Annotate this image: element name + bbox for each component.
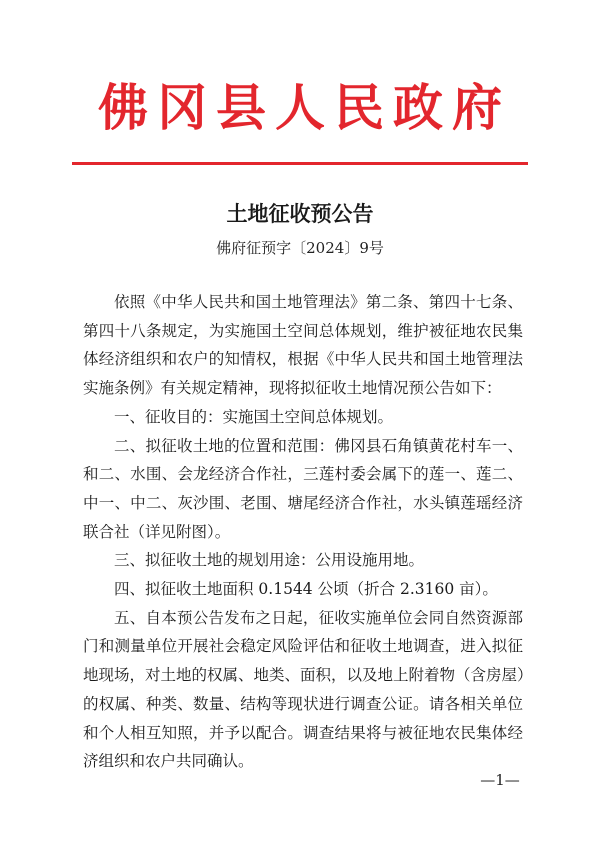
red-header-rule — [72, 162, 528, 165]
page-number: —1— — [480, 771, 520, 789]
paragraph-line: 和二、水围、会龙经济合作社，三莲村委会属下的莲一、莲二、 — [83, 465, 523, 484]
paragraph-item-2-location — [83, 432, 523, 547]
paragraph-line: 的权属、种类、数量、结构等现状进行调查公证。请各相关单位 — [83, 694, 523, 713]
paragraph-item-1-purpose — [83, 403, 523, 432]
paragraph-line: 实施条例》有关规定精神，现将拟征收土地情况预公告如下： — [83, 379, 502, 398]
paragraph-line: 和个人相互知照，并予以配合。调查结果将与被征地农民集体经 — [83, 723, 523, 742]
paragraph-line: 体经济组织和农户的知情权，根据《中华人民共和国土地管理法 — [83, 350, 523, 369]
paragraph-item-3-usage — [83, 546, 523, 575]
paragraph-line: 地现场，对土地的权属、地类、面积，以及地上附着物（含房屋） — [83, 666, 533, 685]
paragraph-line: 一、征收目的：实施国土空间总体规划。 — [114, 407, 394, 426]
paragraph-line: 门和测量单位开展社会稳定风险评估和征收土地调查，进入拟征 — [83, 637, 523, 656]
paragraph-item-4-area — [83, 575, 523, 604]
paragraph-line: 依照《中华人民共和国土地管理法》第二条、第四十七条、 — [114, 293, 523, 311]
paragraph-line: 五、自本预公告发布之日起，征收实施单位会同自然资源部 — [114, 608, 523, 627]
paragraph-line: 中一、中二、灰沙围、老围、塘尾经济合作社，水头镇莲瑶经济 — [83, 493, 523, 512]
document-title: 土地征收预公告 — [226, 202, 374, 226]
paragraph-item-5-investigation — [83, 604, 533, 776]
paragraph-preamble — [83, 288, 523, 403]
paragraph-line: 联合社（详见附图）。 — [83, 522, 231, 541]
paragraph-line: 四、拟征收土地面积 0.1544 公顷（折合 2.3160 亩）。 — [114, 580, 498, 599]
issuer-header: 佛冈县人民政府 — [98, 78, 511, 137]
document-body — [83, 288, 533, 776]
paragraph-line: 三、拟征收土地的规划用途：公用设施用地。 — [114, 551, 425, 570]
document-number: 佛府征预字〔2024〕9号 — [216, 239, 384, 257]
paragraph-line: 二、拟征收土地的位置和范围：佛冈县石角镇黄花村车一、 — [114, 436, 523, 455]
paragraph-line: 第四十八条规定，为实施国土空间总体规划，维护被征地农民集 — [83, 321, 523, 340]
paragraph-line: 济组织和农户共同确认。 — [83, 752, 254, 771]
